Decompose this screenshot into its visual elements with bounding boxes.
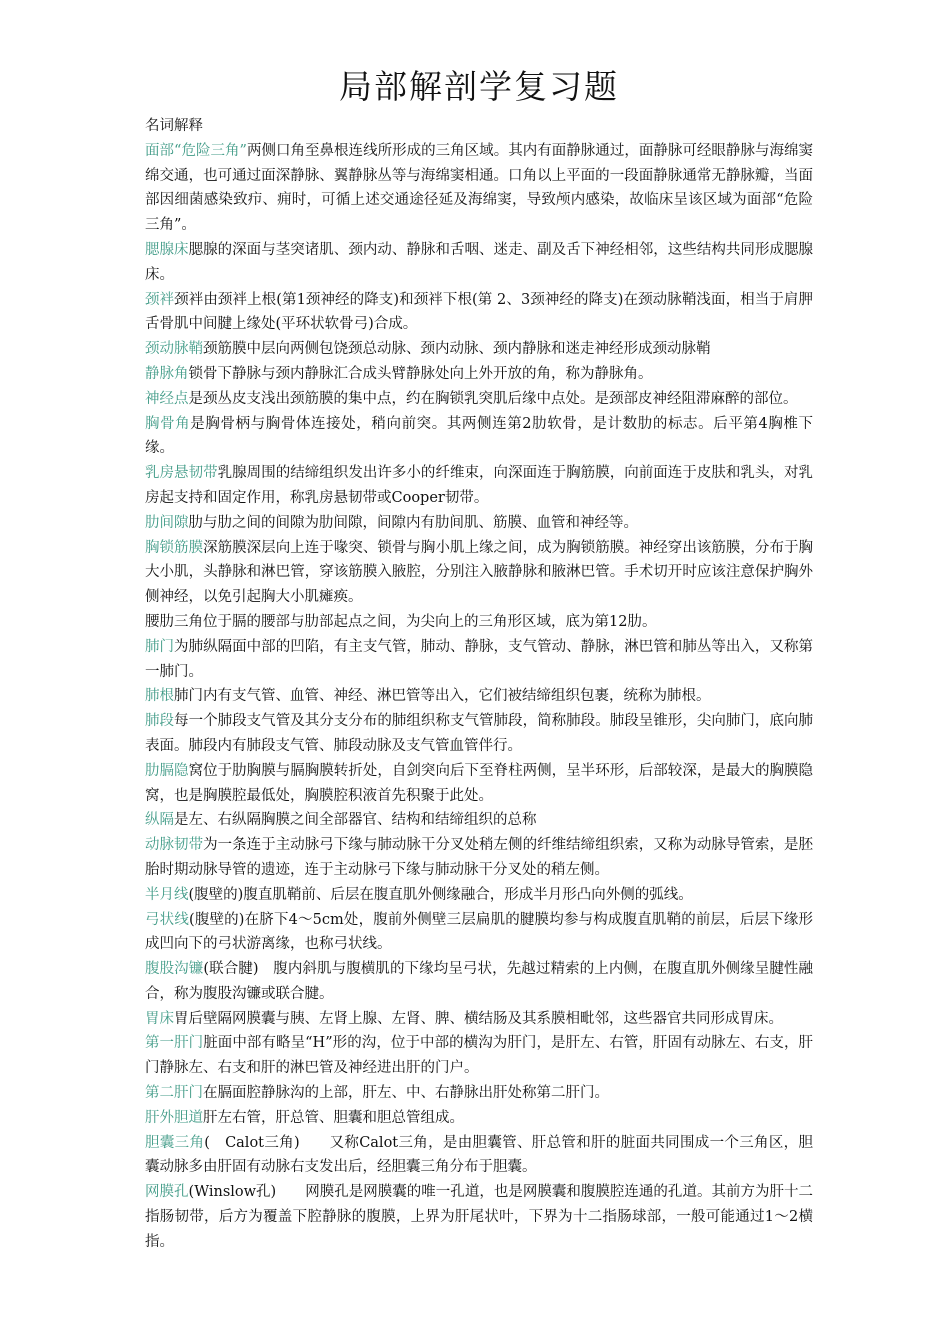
entry-term: 网膜孔 xyxy=(145,1184,189,1201)
definition-entry xyxy=(145,808,813,833)
entry-text: 颈筋膜中层向两侧包饶颈总动脉、颈内动脉、颈内静脉和迷走神经形成颈动脉鞘 xyxy=(203,341,711,358)
entry-text: (腹壁的)腹直肌鞘前、后层在腹直肌外侧缘融合，形成半月形凸向外侧的弧线。 xyxy=(188,886,693,903)
entry-term: 腹股沟镰 xyxy=(145,961,204,978)
definition-entry xyxy=(145,1007,813,1032)
entry-text: ( Calot三角) 又称Calot三角，是由胆囊管、肝总管和肝的脏面共同围成一个三角区，胆囊动脉多由肝固有动脉右支发出后，经胆囊三角分布于胆囊。 xyxy=(145,1134,814,1176)
definition-entry xyxy=(145,833,813,883)
entry-text: 在膈面腔静脉沟的上部，肝左、中、右静脉出肝处称第二肝门。 xyxy=(203,1085,609,1102)
entry-term: 肋间隙 xyxy=(145,514,189,531)
entry-text: 脏面中部有略呈“H”形的沟，位于中部的横沟为肝门，是肝左、右管，肝固有动脉左、右支，肝门静脉左、右支和肝的淋巴管及神经进出肝的门户。 xyxy=(145,1035,814,1077)
definition-entry xyxy=(145,461,813,511)
entry-text: 腰肋三角位于膈的腰部与肋部起点之间，为尖向上的三角形区域，底为第12肋。 xyxy=(145,613,657,630)
entry-text: 乳腺周围的结缔组织发出许多小的纤维束，向深面连于胸筋膜，向前面连于皮肤和乳头，对乳房起支持和固定作用，称乳房悬韧带或Cooper韧带。 xyxy=(145,465,814,506)
entry-term: 肝外胆道 xyxy=(145,1109,203,1126)
definition-entry xyxy=(145,238,813,288)
entry-text: 锁骨下静脉与颈内静脉汇合成头臂静脉处向上外开放的角，称为静脉角。 xyxy=(188,365,653,382)
definition-entry xyxy=(145,1031,813,1081)
entry-term: 弓状线 xyxy=(145,911,189,928)
document-title: 局部解剖学复习题 xyxy=(339,67,619,106)
entry-term: 第二肝门 xyxy=(145,1085,203,1102)
definition-entry xyxy=(145,387,813,412)
definition-entry xyxy=(145,635,813,685)
definition-entry xyxy=(145,511,813,536)
entry-text: 深筋膜深层向上连于喙突、锁骨与胸小肌上缘之间，成为胸锁筋膜。神经穿出该筋膜，分布于胸大小肌，头静脉和淋巴管，穿该筋膜入腋腔，分别注入腋静脉和腋淋巴管。手术切开时应该注意保护胸外侧神经，以免引起胸大小肌瘫痪。 xyxy=(145,539,814,606)
entry-term: 肺根 xyxy=(145,688,174,705)
definition-entry xyxy=(145,1081,813,1106)
definition-entry xyxy=(145,412,813,462)
entry-term: 动脉韧带 xyxy=(145,837,204,854)
entry-text: 为一条连于主动脉弓下缘与肺动脉干分叉处稍左侧的纤维结缔组织索，又称为动脉导管索，是胚胎时期动脉导管的遗迹，连于主动脉弓下缘与肺动脉干分叉处的稍左侧。 xyxy=(145,837,814,878)
entry-term: 第一肝门 xyxy=(145,1035,204,1052)
entry-term: 肋膈隐 xyxy=(145,762,189,779)
entry-term: 胸骨角 xyxy=(145,415,191,432)
entry-term: 腮腺床 xyxy=(145,241,189,258)
definition-entry xyxy=(145,139,813,238)
entry-term: 肺门 xyxy=(145,638,175,655)
entry-text: 为肺纵隔面中部的凹陷，有主支气管，肺动、静脉，支气管动、静脉，淋巴管和肺丛等出入，又称第一肺门。 xyxy=(145,638,813,680)
entry-term: 半月线 xyxy=(145,886,189,903)
entry-term: 神经点 xyxy=(145,390,189,407)
entry-text: 肺门内有支气管、血管、神经、淋巴管等出入，它们被结缔组织包裹，统称为肺根。 xyxy=(174,688,711,705)
definition-entry xyxy=(145,362,813,387)
document-page xyxy=(145,62,813,1255)
definition-entry xyxy=(145,1131,813,1181)
definition-entry xyxy=(145,1106,813,1131)
entry-text: 是左、右纵隔胸膜之间全部器官、结构和结缔组织的总称 xyxy=(174,812,537,829)
entry-text: 肋与肋之间的间隙为肋间隙，间隙内有肋间肌、筋膜、血管和神经等。 xyxy=(188,514,638,531)
entry-term: 面部“危险三角” xyxy=(145,142,247,159)
definition-entry xyxy=(145,957,813,1007)
entry-term: 胸锁筋膜 xyxy=(145,539,204,556)
entry-text: 两侧口角至鼻根连线所形成的三角区域。其内有面静脉通过，面静脉可经眼静脉与海绵窦绵交通，也可通过面深静脉、翼静脉丛等与海绵窦相通。口角以上平面的一段面静脉通常无静脉瓣，当面部因细菌感染致疖、痈时，可循上述交通途径延及海绵窦，导致颅内感染，故临床呈该区域为面部“危险三角”。 xyxy=(145,142,814,234)
definition-entry xyxy=(145,610,813,635)
entry-text: (腹壁的)在脐下4～5cm处，腹前外侧壁三层扁肌的腱膜均参与构成腹直肌鞘的前层，后层下缘形成凹向下的弓状游离缘，也称弓状线。 xyxy=(145,911,814,953)
entry-text: 肝左右管，肝总管、胆囊和胆总管组成。 xyxy=(203,1109,464,1126)
entry-term: 颈动脉鞘 xyxy=(145,341,203,358)
entry-text: (联合腱) 腹内斜肌与腹横肌的下缘均呈弓状，先越过精索的上内侧，在腹直肌外侧缘呈腱性融合，称为腹股沟镰或联合腱。 xyxy=(145,961,814,1002)
definition-entry xyxy=(145,883,813,908)
entry-text: 窝位于肋胸膜与膈胸膜转折处，自剑突向后下至脊柱两侧，呈半环形，后部较深，是最大的胸膜隐窝，也是胸膜腔最低处，胸膜腔积液首先积聚于此处。 xyxy=(145,762,814,804)
entry-term: 乳房悬韧带 xyxy=(145,465,218,482)
entry-text: 腮腺的深面与茎突诸肌、颈内动、静脉和舌咽、迷走、副及舌下神经相邻，这些结构共同形成腮腺床。 xyxy=(145,241,814,283)
entry-term: 静脉角 xyxy=(145,365,189,382)
entry-term: 胃床 xyxy=(145,1010,174,1027)
entry-text: 每一个肺段支气管及其分支分布的肺组织称支气管肺段，简称肺段。肺段呈锥形，尖向肺门，底向肺表面。肺段内有肺段支气管、肺段动脉及支气管血管伴行。 xyxy=(145,713,813,754)
definition-entry xyxy=(145,759,813,809)
definition-entry xyxy=(145,1180,813,1254)
entry-text: 颈袢由颈袢上根(第1颈神经的降支)和颈袢下根(第 2、3颈神经的降支)在颈动脉鞘浅面，相当于肩胛舌骨肌中间腱上缘处(平环状软骨弓)合成。 xyxy=(145,291,813,333)
entry-text: 是胸骨柄与胸骨体连接处，稍向前突。其两侧连第2肋软骨，是计数肋的标志。后平第4胸椎下缘。 xyxy=(145,415,813,457)
entry-term: 颈袢 xyxy=(145,291,175,308)
entry-text: 胃后壁隔网膜囊与胰、左肾上腺、左肾、脾、横结肠及其系膜相毗邻，这些器官共同形成胃床。 xyxy=(174,1010,783,1027)
entry-text: (Winslow孔) 网膜孔是网膜囊的唯一孔道，也是网膜囊和腹膜腔连通的孔道。其前方为肝十二指肠韧带，后方为覆盖下腔静脉的腹膜，上界为肝尾状叶，下界为十二指肠球部，一般可能通过1～2横指。 xyxy=(145,1184,814,1250)
definition-entry xyxy=(145,288,813,338)
entries-list xyxy=(145,139,813,1255)
definition-entry xyxy=(145,684,813,709)
definition-entry xyxy=(145,709,813,759)
definition-entry xyxy=(145,337,813,362)
entry-term: 肺段 xyxy=(145,713,175,730)
section-heading: 名词解释 xyxy=(145,118,203,134)
entry-term: 胆囊三角 xyxy=(145,1134,205,1151)
definition-entry xyxy=(145,536,813,610)
entry-term: 纵隔 xyxy=(145,812,174,829)
definition-entry xyxy=(145,908,813,958)
entry-text: 是颈丛皮支浅出颈筋膜的集中点，约在胸锁乳突肌后缘中点处。是颈部皮神经阻滞麻醉的部位。 xyxy=(188,390,798,407)
